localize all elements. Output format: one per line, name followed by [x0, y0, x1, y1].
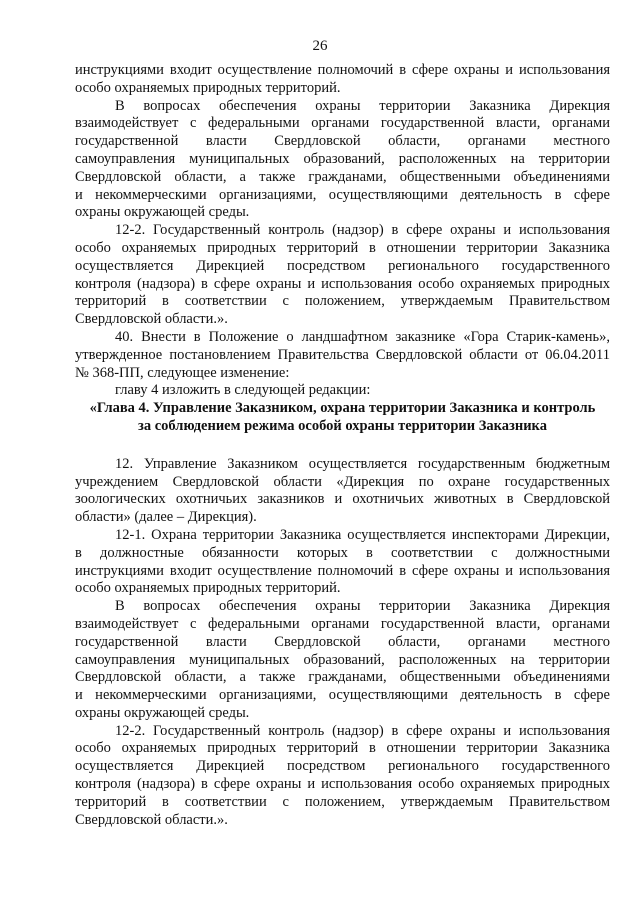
text-line: № 368-ПП, следующее изменение:: [75, 364, 290, 381]
text-line: особо охраняемых природных территорий.: [75, 79, 341, 96]
text-line: зоологических охотничьих заказников и охотничьих животных в Свердловской: [75, 491, 610, 508]
text-line: территорий в соответствии с положением, утверждаемым Правительством: [75, 793, 610, 810]
text-line: учреждением Свердловской области «Дирекция по охране государственных: [75, 473, 610, 490]
text-line: взаимодействует с федеральными органами государственной власти, органами: [75, 615, 610, 632]
text-line: особо охраняемых природных территорий в отношении территории Заказника: [75, 239, 610, 256]
text-line: и некоммерческими организациями, осуществляющими деятельность в сфере: [75, 687, 610, 704]
text-line: самоуправления муниципальных образований, расположенных на территории: [75, 150, 610, 167]
text-line: утвержденное постановлением Правительства Свердловской области от 06.04.2011: [75, 346, 610, 363]
text-line: 12-2. Государственный контроль (надзор) в сфере охраны и использования: [115, 722, 610, 739]
text-line: государственной власти Свердловской области, органами местного: [75, 133, 610, 150]
text-line: главу 4 изложить в следующей редакции:: [115, 382, 371, 399]
chapter-heading: за соблюдением режима особой охраны территории Заказника: [138, 417, 547, 434]
blank-line: [75, 436, 610, 456]
text-line: В вопросах обеспечения охраны территории Заказника Дирекция: [115, 97, 610, 114]
text-line: инструкциями входит осуществление полномочий в сфере охраны и использования: [75, 562, 610, 579]
text-line: 12. Управление Заказником осуществляется государственным бюджетным: [115, 455, 610, 472]
text-line: контроля (надзора) в сфере охраны и использования особо охраняемых природных: [75, 776, 610, 793]
text-line: территорий в соответствии с положением, утверждаемым Правительством: [75, 293, 610, 310]
text-line: взаимодействует с федеральными органами государственной власти, органами: [75, 115, 610, 132]
text-line: Свердловской области, а также гражданами, общественными объединениями: [75, 168, 610, 185]
text-line: контроля (надзора) в сфере охраны и использования особо охраняемых природных: [75, 275, 610, 292]
text-line: охраны окружающей среды.: [75, 704, 250, 721]
chapter-heading: «Глава 4. Управление Заказником, охрана территории Заказника и контроль: [89, 400, 596, 417]
text-line: особо охраняемых природных территорий в отношении территории Заказника: [75, 740, 610, 757]
text-line: осуществляется Дирекцией посредством регионального государственного: [75, 257, 610, 274]
text-line: осуществляется Дирекцией посредством регионального государственного: [75, 758, 610, 775]
text-line: Свердловской области, а также гражданами, общественными объединениями: [75, 669, 610, 686]
text-line: Свердловской области.».: [75, 311, 228, 328]
text-line: области» (далее – Дирекция).: [75, 509, 257, 526]
text-line: инструкциями входит осуществление полномочий в сфере охраны и использования: [75, 62, 610, 78]
text-line: в должностные обязанности которых в соответствии с должностными: [75, 544, 610, 561]
text-line: самоуправления муниципальных образований, расположенных на территории: [75, 651, 610, 668]
page-number: 26: [312, 38, 328, 54]
text-line: 12-1. Охрана территории Заказника осуществляется инспекторами Дирекции,: [115, 526, 610, 543]
text-line: 12-2. Государственный контроль (надзор) в сфере охраны и использования: [115, 222, 610, 239]
text-line: охраны окружающей среды.: [75, 204, 250, 221]
text-line: государственной власти Свердловской области, органами местного: [75, 633, 610, 650]
text-line: 40. Внести в Положение о ландшафтном заказнике «Гора Старик-камень»,: [115, 328, 610, 345]
text-line: В вопросах обеспечения охраны территории Заказника Дирекция: [115, 598, 610, 615]
document-body: [75, 62, 610, 829]
text-line: особо охраняемых природных территорий.: [75, 580, 341, 597]
text-line: Свердловской области.».: [75, 811, 228, 828]
text-line: и некоммерческими организациями, осуществляющими деятельность в сфере: [75, 186, 610, 203]
